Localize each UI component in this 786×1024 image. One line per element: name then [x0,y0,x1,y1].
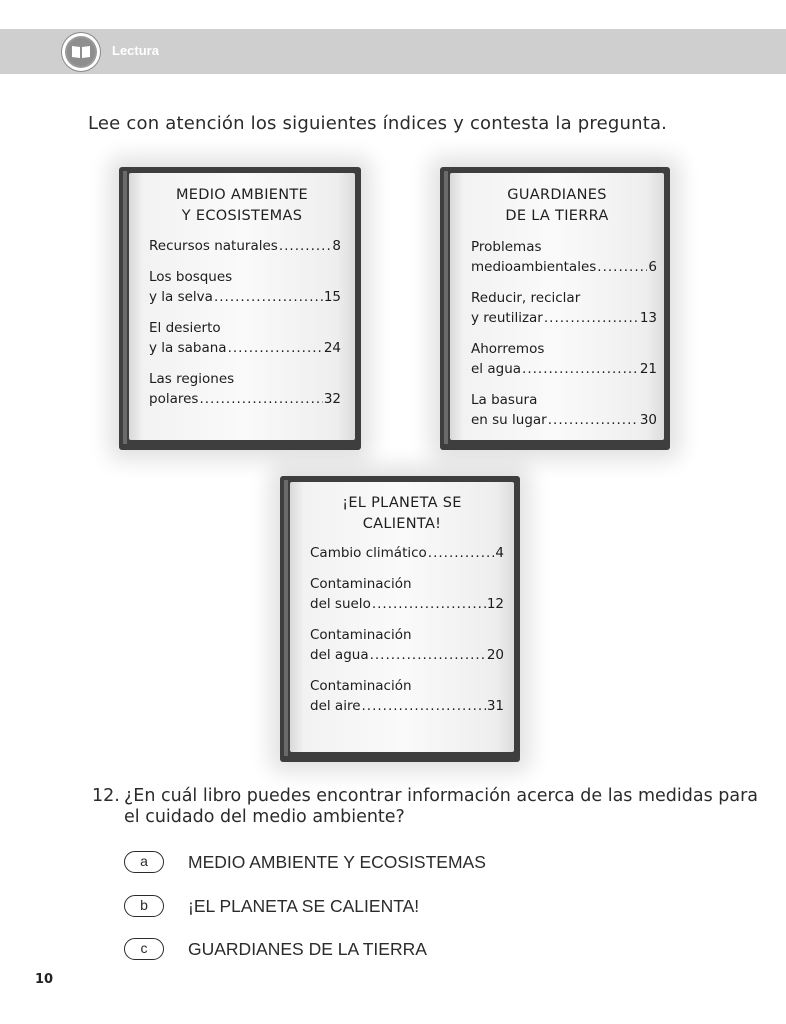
question-number: 12. [92,786,120,806]
page-number: 10 [35,972,54,987]
toc-entry: Los bosques y la selva ..... 15 [149,267,341,307]
option-label: ¡EL PLANETA SE CALIENTA! [188,896,420,916]
answer-bubble-c[interactable]: c [124,938,164,960]
toc-entry: La basura en su lugar ..... 30 [471,390,657,430]
answer-bubble-a[interactable]: a [124,851,164,873]
book-planeta-se-calienta [280,476,520,762]
toc-entry: Contaminación del suelo ..... 12 [310,574,504,614]
section-badge [62,33,100,71]
book-guardianes [440,167,670,450]
option-label: GUARDIANES DE LA TIERRA [188,939,427,959]
toc-entry: Recursos naturales ..... 8 [149,236,341,256]
book-title: ¡EL PLANETA SE CALIENTA! [342,495,462,532]
question-text: ¿En cuál libro puedes encontrar información acerca de las medidas para el cuidado del medio ambiente? [124,786,759,827]
section-label: Lectura [112,43,159,58]
toc-entry: Reducir, reciclar y reutilizar ..... 13 [471,288,657,328]
table-of-contents [149,236,341,420]
toc-entry: Contaminación del aire ..... 31 [310,676,504,716]
book-title: MEDIO AMBIENTE Y ECOSISTEMAS [175,187,309,224]
book-medio-ambiente [119,167,361,450]
open-book-icon [71,45,91,59]
option-label: MEDIO AMBIENTE Y ECOSISTEMAS [188,852,486,872]
answer-bubble-b[interactable]: b [124,895,164,917]
toc-entry: Ahorremos el agua ..... 21 [471,339,657,379]
instruction-text: Lee con atención los siguientes índices y contesta la pregunta. [88,113,668,134]
toc-entry: Las regiones polares ..... 32 [149,369,341,409]
toc-entry: Cambio climático ..... 4 [310,543,504,563]
toc-entry: Contaminación del agua ..... 20 [310,625,504,665]
table-of-contents [471,237,657,441]
toc-entry: El desierto y la sabana ..... 24 [149,318,341,358]
toc-entry: Problemas medioambientales ..... 6 [471,237,657,277]
table-of-contents [310,543,504,727]
book-title: GUARDIANES DE LA TIERRA [505,187,609,224]
